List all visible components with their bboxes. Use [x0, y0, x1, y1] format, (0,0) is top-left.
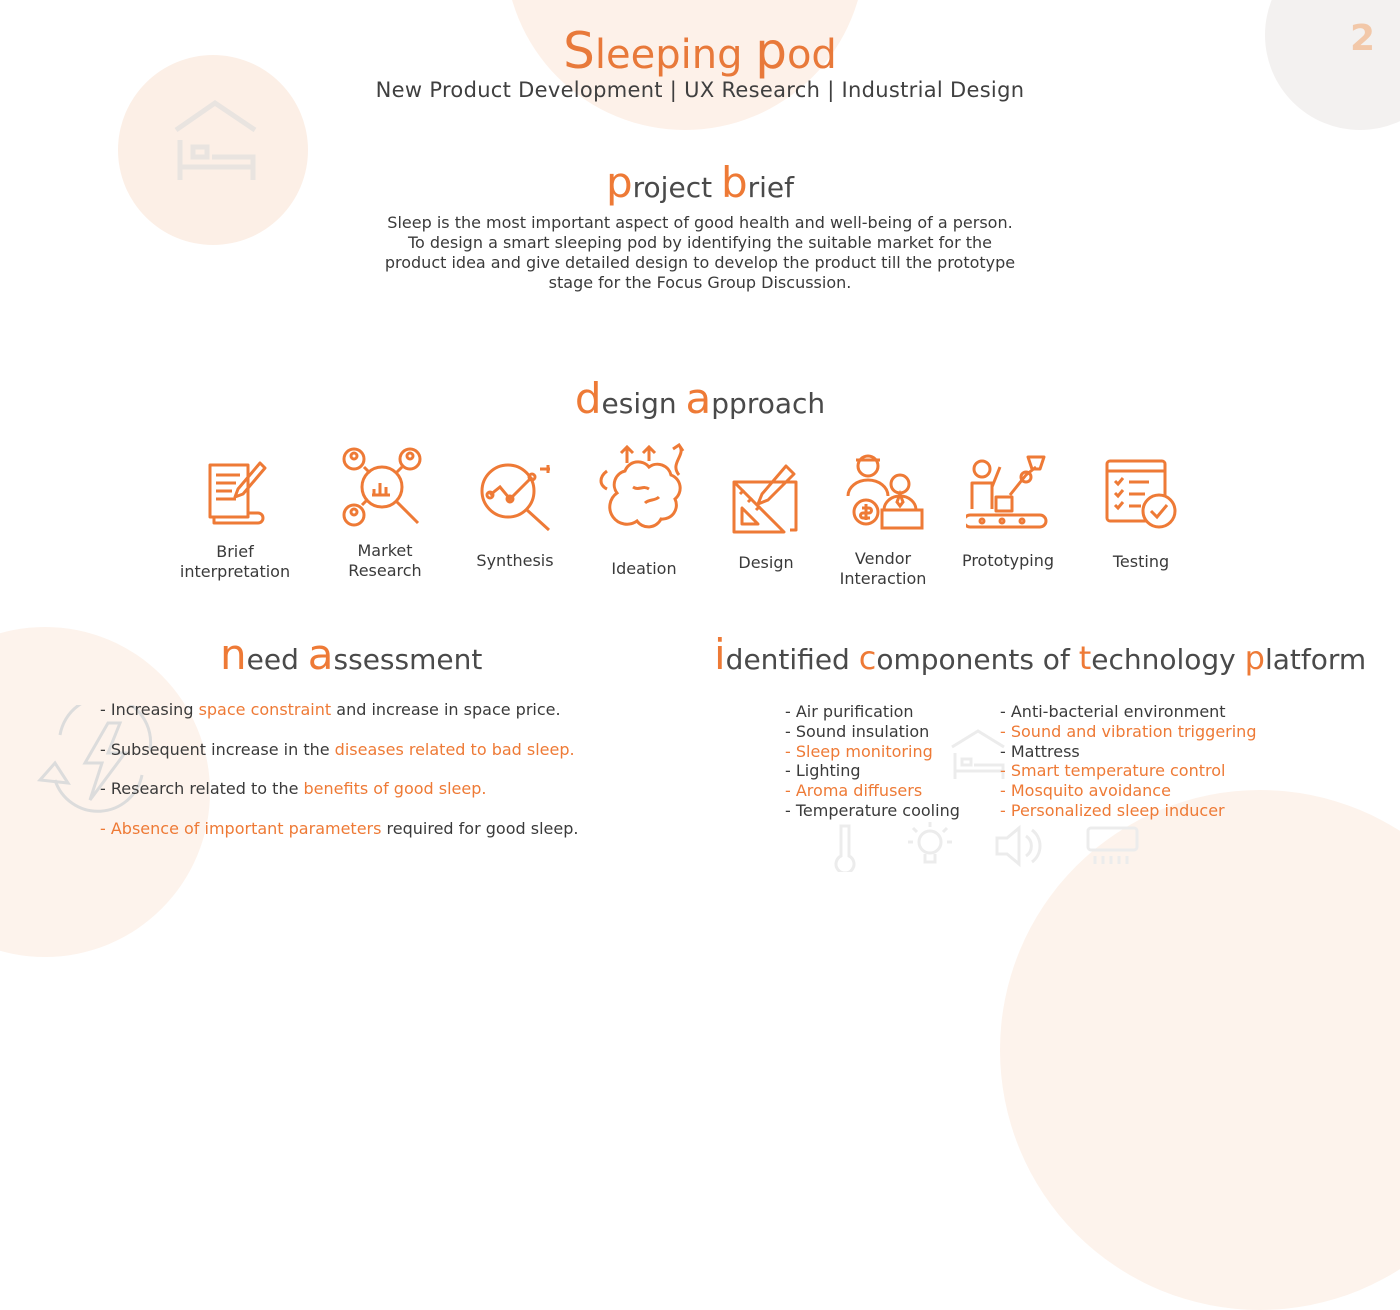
component-item: - Sound insulation: [785, 721, 930, 741]
drawing-tools-icon: [726, 460, 806, 540]
heading-cap: n: [220, 630, 247, 679]
step-label: Brief interpretation: [179, 542, 291, 581]
heading-rest: latform: [1264, 643, 1367, 676]
synthesis-icon: [470, 455, 560, 535]
heading-cap: d: [574, 374, 602, 423]
heading-cap: c: [858, 639, 877, 677]
need-highlight: - Absence of important parameters: [100, 818, 382, 838]
step-label: Market Research: [348, 541, 422, 580]
step-label: Ideation: [611, 559, 677, 578]
title-cap-1: S: [563, 22, 595, 80]
heading-rest: roject: [632, 171, 721, 204]
need-text: required for good sleep.: [381, 818, 579, 838]
component-item: - Air purification: [785, 702, 914, 721]
robot-arm-icon: [966, 453, 1051, 535]
heading-rest: pproach: [711, 387, 826, 420]
step-design: [716, 460, 816, 573]
brief-line: To design a smart sleeping pod by identifying the suitable market for the: [407, 233, 993, 252]
thermometer-icon: [830, 822, 860, 872]
brief-line: stage for the Focus Group Discussion.: [548, 273, 852, 292]
step-prototyping: [958, 453, 1058, 571]
checklist-icon: [1101, 455, 1181, 537]
step-label: Synthesis: [476, 551, 554, 570]
component-item: - Mosquito avoidance: [1000, 781, 1171, 801]
bg-circle-bottom-right: [1000, 790, 1400, 1310]
need-text: - Subsequent increase in the: [100, 739, 335, 759]
components-column-2: [1000, 702, 1256, 821]
component-item: - Temperature cooling: [785, 800, 960, 820]
need-item: [100, 779, 578, 819]
speaker-icon: [993, 822, 1048, 870]
component-item: - Personalized sleep inducer: [1000, 800, 1225, 820]
need-text: - Research related to the: [100, 779, 304, 798]
heading-rest: echnology: [1091, 643, 1245, 676]
need-highlight: diseases related to bad sleep.: [334, 739, 575, 759]
need-item: [100, 819, 578, 859]
heading-cap: p: [1244, 639, 1265, 677]
step-market-research: [330, 445, 440, 581]
need-list: [100, 700, 578, 858]
title-rest-1: leeping: [594, 32, 756, 78]
heading-cap: i: [714, 630, 726, 679]
vendor-meeting-icon: [838, 450, 928, 535]
heading-cap: p: [605, 158, 633, 207]
title-cap-2: p: [755, 22, 787, 80]
components-column-1: [785, 702, 960, 821]
step-label: Testing: [1112, 552, 1170, 571]
component-item: - Mattress: [1000, 741, 1080, 761]
need-highlight: benefits of good sleep.: [303, 779, 487, 798]
need-item: [100, 740, 578, 780]
heading-rest: ssessment: [333, 643, 483, 676]
step-label: Design: [738, 553, 794, 572]
step-brief-interpretation: [165, 455, 305, 582]
brief-line: Sleep is the most important aspect of good health and well-being of a person.: [387, 213, 1013, 232]
air-conditioner-icon: [1085, 825, 1140, 870]
heading-rest: esign: [601, 387, 686, 420]
component-item: - Sound and vibration triggering: [1000, 721, 1257, 741]
step-vendor-interaction: [823, 450, 943, 589]
component-item: - Lighting: [785, 761, 861, 781]
brain-ideation-icon: [597, 443, 692, 533]
document-pen-icon: [200, 455, 270, 530]
component-item: - Sleep monitoring: [785, 741, 933, 761]
title-rest-2: od: [786, 32, 837, 78]
component-item: - Aroma diffusers: [785, 781, 923, 801]
heading-cap: b: [720, 158, 748, 207]
brief-line: product idea and give detailed design to develop the product till the prototype: [384, 253, 1016, 272]
heading-cap: a: [685, 374, 712, 423]
project-brief-text: [350, 213, 1050, 293]
page-subtitle: New Product Development | UX Research | Industrial Design: [375, 78, 1025, 102]
design-approach-heading: [0, 374, 1400, 423]
step-label: Vendor Interaction: [839, 549, 927, 588]
step-ideation: [594, 443, 694, 579]
need-assessment-heading: [220, 630, 482, 679]
step-label: Prototyping: [961, 551, 1055, 570]
need-text: and increase in space price.: [331, 700, 561, 719]
market-research-icon: [340, 445, 430, 535]
need-highlight: space constraint: [198, 700, 332, 719]
heading-cap: a: [307, 630, 334, 679]
page-number: 2: [1350, 18, 1376, 59]
step-testing: [1095, 455, 1187, 572]
components-heading: [714, 630, 1366, 679]
need-item: [100, 700, 578, 740]
heading-rest: dentified: [725, 643, 859, 676]
heading-rest: rief: [747, 171, 795, 204]
heading-rest: omponents of: [876, 643, 1079, 676]
page-title: [0, 22, 1400, 80]
component-item: - Smart temperature control: [1000, 761, 1226, 781]
step-synthesis: [465, 455, 565, 571]
light-bulb-icon: [905, 820, 955, 870]
need-text: - Increasing: [100, 700, 199, 719]
component-item: - Anti-bacterial environment: [1000, 702, 1226, 721]
heading-cap: t: [1078, 639, 1092, 677]
project-brief-heading: [0, 158, 1400, 207]
heading-rest: eed: [246, 643, 308, 676]
